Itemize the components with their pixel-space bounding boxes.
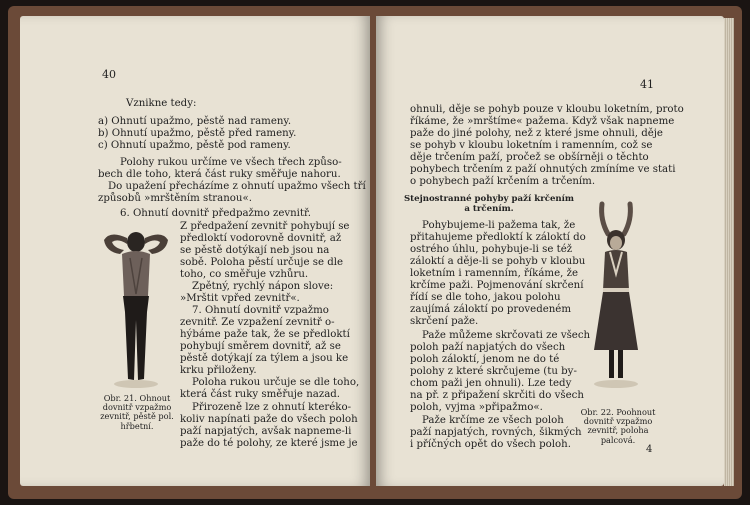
text-line: způsobů »mrštěním stranou«. — [98, 193, 252, 204]
text-line: Pohybujeme-li pažema tak, že — [422, 220, 576, 231]
figure-21-photo — [100, 224, 172, 390]
page-number-right: 41 — [640, 78, 654, 91]
text-line: o pohybech paží krčením a trčením. — [410, 176, 596, 187]
text-line: řídí se dle toho, jakou polohu — [410, 292, 561, 303]
text-line: paží napjatých, rovných, šikmých — [410, 427, 582, 438]
text-line: i příčných opět do všech poloh. — [410, 439, 571, 450]
text-line: skrčení paže. — [410, 316, 479, 327]
text-line: zaujímá záloktí po provedeném — [410, 304, 571, 315]
text-line: 6. Ohnutí dovnitř předpažmo zevnitř. — [120, 208, 312, 219]
text-line: se pohyb v kloubu loketním i ramenním, což se — [410, 140, 653, 151]
text-line: b) Ohnutí upažmo, pěstě před rameny. — [98, 128, 297, 139]
text-line: děje trčením paží, pročež se obšírněji o těchto — [410, 152, 649, 163]
text-line: přitahujeme předloktí k záloktí do — [410, 232, 586, 243]
text-line: krku přiloženy. — [180, 365, 257, 376]
figure-22-photo — [580, 200, 652, 390]
text-line: se pěstě dotýkají neb jsou na — [180, 245, 330, 256]
text-line: poloh paží napjatých do všech — [410, 342, 566, 353]
text-line: říkáme, že »mrštíme« pažema. Když však napneme — [410, 116, 675, 127]
text-line: Do upažení přecházíme z ohnutí upažmo všech tří — [108, 181, 366, 192]
text-line: pohybech trčením z paží ohnutých zmíníme ve stati — [410, 164, 676, 175]
caption-line: hřbetní. — [120, 420, 154, 431]
text-line: Paže můžeme skrčovati ze všech — [422, 330, 591, 341]
caption-line: zevnitř, pěstě pol. — [100, 411, 174, 422]
text-line: pohybují směrem dovnitř, až se — [180, 341, 341, 352]
text-line: polohy z které skrčujeme (tu by- — [410, 366, 577, 377]
section-heading — [392, 194, 586, 214]
left-page — [20, 16, 370, 486]
text-line: bech dle toho, která část ruky směřuje nahoru. — [98, 169, 341, 180]
caption-line: dovnitř vzpažmo — [583, 416, 653, 427]
text-line: která část ruky směřuje nazad. — [180, 389, 341, 400]
text-line: paže do jiné polohy, než z které jsme ohnuli, děje — [410, 128, 663, 139]
text-line: paže do té polohy, ze které jsme je — [180, 438, 358, 449]
text-line: paží napjatých, avšak napneme-li — [180, 426, 352, 437]
text-line: na př. z připažení skrčiti do všech — [410, 390, 584, 401]
text-line: záloktí a děje-li se pohyb v kloubu — [410, 256, 586, 267]
text-line: »Mrštit vpřed zevnitř«. — [180, 293, 300, 304]
text-line: c) Ohnutí upažmo, pěstě pod rameny. — [98, 140, 291, 151]
text-line: a) Ohnutí upažmo, pěstě nad rameny. — [98, 116, 292, 127]
text-line: Polohy rukou určíme ve všech třech způso- — [120, 157, 342, 168]
text-line: Přirozeně lze z ohnutí kteréko- — [192, 402, 352, 413]
text-line: Z předpažení zevnitř pohybují se — [180, 221, 350, 232]
signature-mark: 4 — [646, 444, 653, 455]
caption-line: palcová. — [600, 434, 636, 445]
text-line: zevnitř. Ze vzpažení zevnitř o- — [180, 317, 335, 328]
text-line: ohnuli, děje se pohyb pouze v kloubu loketním, proto — [410, 104, 684, 115]
text-line: předloktí vodorovně dovnitř, až — [180, 233, 342, 244]
text-line: koliv napínati paže do všech poloh — [180, 414, 358, 425]
caption-line: Obr. 21. Ohnout — [103, 393, 171, 403]
text-line: 7. Ohnutí dovnitř vzpažmo — [192, 305, 329, 316]
text-line: Poloha rukou určuje se dle toho, — [192, 377, 360, 388]
text-line: krčíme paži. Pojmenování skrčení — [410, 280, 584, 291]
figure-21-caption — [94, 394, 180, 431]
heading-line: a trčením. — [464, 204, 514, 214]
text-line: sobě. Poloha pěstí určuje se dle — [180, 257, 344, 268]
caption-line: Obr. 22. Poohnout — [580, 407, 656, 417]
page-number-left: 40 — [102, 68, 116, 81]
book — [8, 6, 742, 499]
text-line: Vznikne tedy: — [126, 98, 197, 109]
heading-line: Stejnostranné pohyby paží krčením — [403, 194, 575, 204]
text-line: hýbáme paže tak, že se předloktí — [180, 329, 350, 340]
text-line: chom paži jen ohnuli). Lze tedy — [410, 378, 572, 389]
caption-line: zevnitř, poloha — [587, 425, 649, 436]
text-line: poloh, vyjma »připažmo«. — [410, 402, 543, 413]
text-line: poloh záloktí, jenom ne do té — [410, 354, 560, 365]
text-line: pěstě dotýkají za týlem a jsou ke — [180, 353, 349, 364]
text-line: ostrého úhlu, pohybuje-li se též — [410, 244, 573, 255]
text-line: toho, co směřuje vzhůru. — [180, 269, 309, 280]
text-line: Paže krčíme ze všech poloh — [422, 415, 564, 426]
text-line: Zpětný, rychlý nápon slove: — [192, 281, 334, 292]
caption-line: dovnitř vzpažmo — [102, 402, 172, 413]
page-edges — [724, 18, 734, 486]
right-page — [376, 16, 724, 486]
figure-22-caption — [576, 408, 660, 445]
text-line: loketním i ramenním, říkáme, že — [410, 268, 578, 279]
